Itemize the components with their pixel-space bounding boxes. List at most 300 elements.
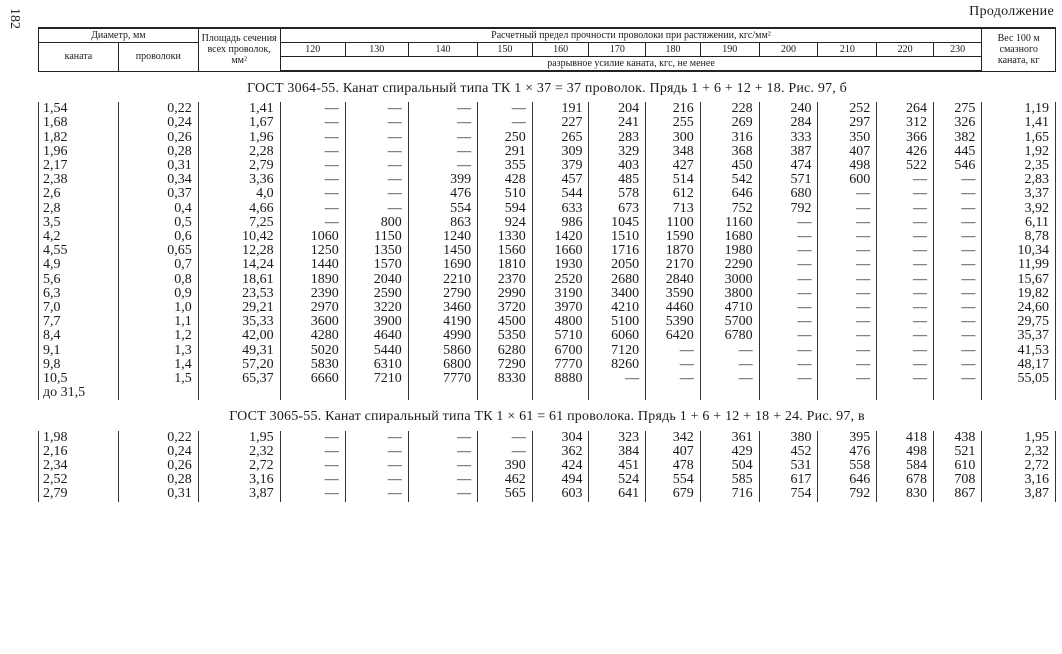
table-row — [39, 459, 1056, 473]
table-cell: 1,19 — [982, 102, 1056, 116]
table-cell: 304 — [532, 431, 589, 445]
table-cell: 265 — [532, 131, 589, 145]
table-cell: 3000 — [700, 273, 759, 287]
table-cell: 8,78 — [982, 230, 1056, 244]
table-cell: 1,54 — [39, 102, 119, 116]
table-cell: — — [408, 131, 477, 145]
strength-column-header: 220 — [877, 43, 934, 57]
table-cell: 9,8 — [39, 358, 119, 372]
table-cell: 227 — [532, 116, 589, 130]
table-cell: 558 — [818, 459, 877, 473]
table-cell: — — [818, 273, 877, 287]
table-cell: — — [934, 358, 982, 372]
table-cell: 633 — [532, 202, 589, 216]
header-strength: Расчетный предел прочности проволоки при растяжении, кгс/мм² — [280, 28, 982, 43]
table-cell: 3400 — [589, 287, 646, 301]
table-cell: — — [934, 344, 982, 358]
table-cell: 240 — [759, 102, 818, 116]
table-cell: 1420 — [532, 230, 589, 244]
table-row — [39, 329, 1056, 343]
table-cell: — — [759, 216, 818, 230]
table-cell: — — [280, 145, 345, 159]
table-cell: 361 — [700, 431, 759, 445]
table-cell: — — [877, 187, 934, 201]
table-cell: — — [345, 159, 408, 173]
table-cell: 6060 — [589, 329, 646, 343]
strength-column-header: 150 — [478, 43, 533, 57]
table-row — [39, 145, 1056, 159]
table-cell: 348 — [646, 145, 701, 159]
table-cell: 0,31 — [118, 159, 198, 173]
table-cell: 429 — [700, 445, 759, 459]
table-row — [39, 358, 1056, 372]
table-cell: 7,25 — [198, 216, 280, 230]
table-cell: — — [408, 487, 477, 501]
table-cell: 3190 — [532, 287, 589, 301]
table-cell: 35,37 — [982, 329, 1056, 343]
table-cell: 1045 — [589, 216, 646, 230]
table-cell: 269 — [700, 116, 759, 130]
table-cell: 65,37 — [198, 372, 280, 386]
strength-column-header: 130 — [345, 43, 408, 57]
table-cell: 0,4 — [118, 202, 198, 216]
table-cell: 284 — [759, 116, 818, 130]
table-cell: — — [589, 372, 646, 386]
table-cell: 1,3 — [118, 344, 198, 358]
table-cell: 578 — [589, 187, 646, 201]
table-cell: 544 — [532, 187, 589, 201]
table-cell: 2,79 — [198, 159, 280, 173]
table-cell: 395 — [818, 431, 877, 445]
page-number: 182 — [7, 8, 22, 29]
table-cell: 498 — [877, 445, 934, 459]
table-cell: 1440 — [280, 258, 345, 272]
strength-column-header: 160 — [532, 43, 589, 57]
header-rope: каната — [39, 43, 119, 72]
table-cell: 1570 — [345, 258, 408, 272]
table-cell: 617 — [759, 473, 818, 487]
table-cell: — — [759, 358, 818, 372]
strength-column-header: 230 — [934, 43, 982, 57]
strength-column-header: 200 — [759, 43, 818, 57]
table-cell: — — [478, 431, 533, 445]
table-cell: 228 — [700, 102, 759, 116]
table-cell: — — [345, 116, 408, 130]
table-cell: 291 — [478, 145, 533, 159]
table-cell: 3720 — [478, 301, 533, 315]
table-cell: 594 — [478, 202, 533, 216]
table-cell: 5710 — [532, 329, 589, 343]
table-cell: 2,72 — [982, 459, 1056, 473]
table-cell: 1060 — [280, 230, 345, 244]
table-cell: — — [280, 431, 345, 445]
table-cell: 4280 — [280, 329, 345, 343]
table-cell: 1,0 — [118, 301, 198, 315]
table-cell: 1870 — [646, 244, 701, 258]
table-cell: — — [818, 230, 877, 244]
table-cell: 7290 — [478, 358, 533, 372]
table-row — [39, 230, 1056, 244]
table-cell: 1680 — [700, 230, 759, 244]
table-cell: 3,36 — [198, 173, 280, 187]
table-cell: 0,37 — [118, 187, 198, 201]
table-cell: 2,79 — [39, 487, 119, 501]
table-cell: 216 — [646, 102, 701, 116]
table-cell: — — [818, 244, 877, 258]
table-cell: 504 — [700, 459, 759, 473]
table-cell: — — [818, 344, 877, 358]
table-cell: 603 — [532, 487, 589, 501]
table-cell: — — [280, 187, 345, 201]
table-cell: 7,7 — [39, 315, 119, 329]
table-row — [39, 344, 1056, 358]
table-cell: 610 — [934, 459, 982, 473]
table-cell: 1980 — [700, 244, 759, 258]
table-cell: — — [345, 487, 408, 501]
table-cell: — — [345, 145, 408, 159]
table-cell: 0,5 — [118, 216, 198, 230]
table-cell: 546 — [934, 159, 982, 173]
table-cell: 680 — [759, 187, 818, 201]
table-cell: 9,1 — [39, 344, 119, 358]
table-cell: 1,95 — [982, 431, 1056, 445]
table-cell: — — [345, 173, 408, 187]
table-cell: — — [646, 372, 701, 386]
table-cell: 309 — [532, 145, 589, 159]
table-cell: — — [408, 473, 477, 487]
table-cell: 713 — [646, 202, 701, 216]
table-cell: — — [646, 358, 701, 372]
table-cell: 407 — [818, 145, 877, 159]
table-cell: 1350 — [345, 244, 408, 258]
table-cell: 1,1 — [118, 315, 198, 329]
table-cell: 462 — [478, 473, 533, 487]
table-cell: — — [759, 301, 818, 315]
table-cell: 0,22 — [118, 431, 198, 445]
table-cell: 1,95 — [198, 431, 280, 445]
table-cell: 554 — [646, 473, 701, 487]
table-cell: 3220 — [345, 301, 408, 315]
table-cell: 428 — [478, 173, 533, 187]
table-cell: 2370 — [478, 273, 533, 287]
table-cell: 863 — [408, 216, 477, 230]
table-cell: 494 — [532, 473, 589, 487]
table-cell: — — [700, 344, 759, 358]
table-cell: 5100 — [589, 315, 646, 329]
table-cell: 4,55 — [39, 244, 119, 258]
table-cell: 0,22 — [118, 102, 198, 116]
table-cell: — — [818, 358, 877, 372]
table-cell: 612 — [646, 187, 701, 201]
table-cell: 5350 — [478, 329, 533, 343]
table-cell: — — [280, 216, 345, 230]
table-cell: — — [345, 131, 408, 145]
table-cell: 252 — [818, 102, 877, 116]
table-cell: 384 — [589, 445, 646, 459]
table-cell: — — [877, 372, 934, 386]
table-cell: 3600 — [280, 315, 345, 329]
table-cell: — — [408, 159, 477, 173]
table-cell: 438 — [934, 431, 982, 445]
rope-specification-table — [38, 27, 1056, 502]
table-cell: 264 — [877, 102, 934, 116]
table-row — [39, 445, 1056, 459]
table-cell: 6420 — [646, 329, 701, 343]
table-cell: 5860 — [408, 344, 477, 358]
table-cell: — — [877, 273, 934, 287]
table-row — [39, 273, 1056, 287]
table-cell: 1450 — [408, 244, 477, 258]
table-cell: 0,24 — [118, 445, 198, 459]
table-cell: — — [934, 301, 982, 315]
table-cell: 450 — [700, 159, 759, 173]
table-cell: 1,92 — [982, 145, 1056, 159]
table-cell: 7,0 — [39, 301, 119, 315]
table-cell: 708 — [934, 473, 982, 487]
table-row — [39, 131, 1056, 145]
table-cell: 6780 — [700, 329, 759, 343]
table-cell: 2,38 — [39, 173, 119, 187]
table-cell: 514 — [646, 173, 701, 187]
table-cell: 531 — [759, 459, 818, 473]
table-cell: 5,6 — [39, 273, 119, 287]
table-cell: 1,2 — [118, 329, 198, 343]
table-cell: 641 — [589, 487, 646, 501]
table-cell: 585 — [700, 473, 759, 487]
table-cell: — — [934, 258, 982, 272]
header-breaking-force: разрывное усилие каната, кгс, не менее — [280, 57, 982, 72]
table-cell: 1560 — [478, 244, 533, 258]
table-cell: 2,28 — [198, 145, 280, 159]
table-cell: 673 — [589, 202, 646, 216]
table-cell: 29,21 — [198, 301, 280, 315]
table-cell: 2390 — [280, 287, 345, 301]
table-cell: 4,9 — [39, 258, 119, 272]
table-cell: — — [345, 102, 408, 116]
table-cell: 1250 — [280, 244, 345, 258]
table-row — [39, 187, 1056, 201]
table-row — [39, 372, 1056, 386]
table-cell: 382 — [934, 131, 982, 145]
table-cell: 403 — [589, 159, 646, 173]
table-cell: 754 — [759, 487, 818, 501]
strength-column-header: 140 — [408, 43, 477, 57]
table-cell: 4990 — [408, 329, 477, 343]
table-cell: 445 — [934, 145, 982, 159]
table-cell: 2990 — [478, 287, 533, 301]
table-cell: 418 — [877, 431, 934, 445]
table-cell: — — [818, 216, 877, 230]
table-cell: — — [877, 287, 934, 301]
table-cell: 5440 — [345, 344, 408, 358]
continuation-label: Продолжение — [969, 4, 1054, 19]
table-cell: 6,11 — [982, 216, 1056, 230]
table-cell: 0,26 — [118, 131, 198, 145]
table-cell: — — [877, 230, 934, 244]
table-cell: — — [280, 173, 345, 187]
table-row — [39, 287, 1056, 301]
table-cell: 6280 — [478, 344, 533, 358]
table-cell: — — [280, 202, 345, 216]
table-cell: 29,75 — [982, 315, 1056, 329]
table-cell: 0,6 — [118, 230, 198, 244]
table-cell: 2,35 — [982, 159, 1056, 173]
range-footnote: до 31,5 — [39, 386, 119, 400]
table-cell: 4,0 — [198, 187, 280, 201]
table-cell: — — [877, 244, 934, 258]
table-cell: 380 — [759, 431, 818, 445]
table-cell: 6,3 — [39, 287, 119, 301]
table-cell: 390 — [478, 459, 533, 473]
table-cell: 554 — [408, 202, 477, 216]
table-cell: 1,41 — [982, 116, 1056, 130]
table-cell: 4190 — [408, 315, 477, 329]
table-cell: 8260 — [589, 358, 646, 372]
table-cell: — — [818, 301, 877, 315]
table-cell: 1690 — [408, 258, 477, 272]
table-cell: 3,92 — [982, 202, 1056, 216]
table-cell: 600 — [818, 173, 877, 187]
table-row — [39, 216, 1056, 230]
table-cell: 18,61 — [198, 273, 280, 287]
table-cell: 329 — [589, 145, 646, 159]
table-cell: 8880 — [532, 372, 589, 386]
table-cell: 0,9 — [118, 287, 198, 301]
table-cell: — — [934, 187, 982, 201]
table-cell: — — [877, 315, 934, 329]
table-cell: 10,42 — [198, 230, 280, 244]
strength-column-header: 120 — [280, 43, 345, 57]
table-cell: 867 — [934, 487, 982, 501]
table-cell: 283 — [589, 131, 646, 145]
table-cell: 7770 — [532, 358, 589, 372]
table-cell: 1330 — [478, 230, 533, 244]
section-caption: ГОСТ 3065-55. Канат спиральный типа ТК 1 × 61 = 61 проволока. Прядь 1 + 6 + 12 + 18 + 24. Рис. 97, в — [229, 409, 865, 425]
table-cell: 0,34 — [118, 173, 198, 187]
table-row — [39, 159, 1056, 173]
table-cell: 0,65 — [118, 244, 198, 258]
table-cell: 716 — [700, 487, 759, 501]
table-cell: 15,67 — [982, 273, 1056, 287]
table-cell: 4800 — [532, 315, 589, 329]
table-cell: 800 — [345, 216, 408, 230]
table-cell: 1,98 — [39, 431, 119, 445]
table-cell: 3,87 — [982, 487, 1056, 501]
table-cell: 476 — [818, 445, 877, 459]
header-wire: проволоки — [118, 43, 198, 72]
table-cell: 792 — [759, 202, 818, 216]
table-cell: 452 — [759, 445, 818, 459]
table-cell: 366 — [877, 131, 934, 145]
table-cell: 0,28 — [118, 473, 198, 487]
table-cell: — — [934, 173, 982, 187]
table-cell: — — [934, 372, 982, 386]
table-row — [39, 116, 1056, 130]
table-cell: 1510 — [589, 230, 646, 244]
table-cell: 3970 — [532, 301, 589, 315]
table-cell: 986 — [532, 216, 589, 230]
table-cell: 476 — [408, 187, 477, 201]
table-cell: — — [408, 145, 477, 159]
table-cell: 297 — [818, 116, 877, 130]
table-cell: 524 — [589, 473, 646, 487]
section-caption: ГОСТ 3064-55. Канат спиральный типа ТК 1 × 37 = 37 проволок. Прядь 1 + 6 + 12 + 18. Рис. 97, б — [247, 81, 847, 96]
table-cell: 250 — [478, 131, 533, 145]
table-cell: 2,32 — [982, 445, 1056, 459]
table-row — [39, 487, 1056, 501]
table-cell: — — [877, 258, 934, 272]
table-cell: — — [934, 273, 982, 287]
table-cell: — — [280, 131, 345, 145]
table-cell: — — [478, 102, 533, 116]
table-cell: 830 — [877, 487, 934, 501]
table-cell: 2,16 — [39, 445, 119, 459]
table-cell: 424 — [532, 459, 589, 473]
table-cell: 1,68 — [39, 116, 119, 130]
table-cell: 646 — [700, 187, 759, 201]
table-cell: — — [818, 187, 877, 201]
table-cell: 457 — [532, 173, 589, 187]
table-cell: 3900 — [345, 315, 408, 329]
table-cell: 333 — [759, 131, 818, 145]
table-cell: 48,17 — [982, 358, 1056, 372]
table-cell: 3,37 — [982, 187, 1056, 201]
table-cell: 646 — [818, 473, 877, 487]
table-cell: 2520 — [532, 273, 589, 287]
table-cell: 7210 — [345, 372, 408, 386]
table-cell: — — [818, 315, 877, 329]
table-cell: — — [408, 459, 477, 473]
table-cell: — — [280, 459, 345, 473]
table-cell: 326 — [934, 116, 982, 130]
header-weight: Вес 100 м смазного каната, кг — [982, 28, 1056, 71]
table-cell: 584 — [877, 459, 934, 473]
table-cell: — — [759, 287, 818, 301]
table-cell: 4640 — [345, 329, 408, 343]
table-cell: 1240 — [408, 230, 477, 244]
table-cell: 350 — [818, 131, 877, 145]
table-cell: 2050 — [589, 258, 646, 272]
table-row — [39, 301, 1056, 315]
table-cell: 679 — [646, 487, 701, 501]
table-cell: 4500 — [478, 315, 533, 329]
table-cell: 11,99 — [982, 258, 1056, 272]
table-cell: — — [280, 487, 345, 501]
table-cell: — — [818, 287, 877, 301]
table-cell: 2040 — [345, 273, 408, 287]
table-cell: 316 — [700, 131, 759, 145]
table-cell: — — [478, 445, 533, 459]
table-cell: 3460 — [408, 301, 477, 315]
table-cell: 1,67 — [198, 116, 280, 130]
table-cell: — — [345, 202, 408, 216]
table-cell: 474 — [759, 159, 818, 173]
table-cell: — — [877, 301, 934, 315]
table-cell: 255 — [646, 116, 701, 130]
table-cell: 3,16 — [982, 473, 1056, 487]
table-row — [39, 315, 1056, 329]
table-cell: 5830 — [280, 358, 345, 372]
table-cell: 57,20 — [198, 358, 280, 372]
table-cell: 300 — [646, 131, 701, 145]
table-cell: — — [759, 329, 818, 343]
table-cell: 312 — [877, 116, 934, 130]
table-cell: 42,00 — [198, 329, 280, 343]
table-cell: 1930 — [532, 258, 589, 272]
table-cell: 1100 — [646, 216, 701, 230]
table-cell: 8,4 — [39, 329, 119, 343]
table-cell: 2,32 — [198, 445, 280, 459]
